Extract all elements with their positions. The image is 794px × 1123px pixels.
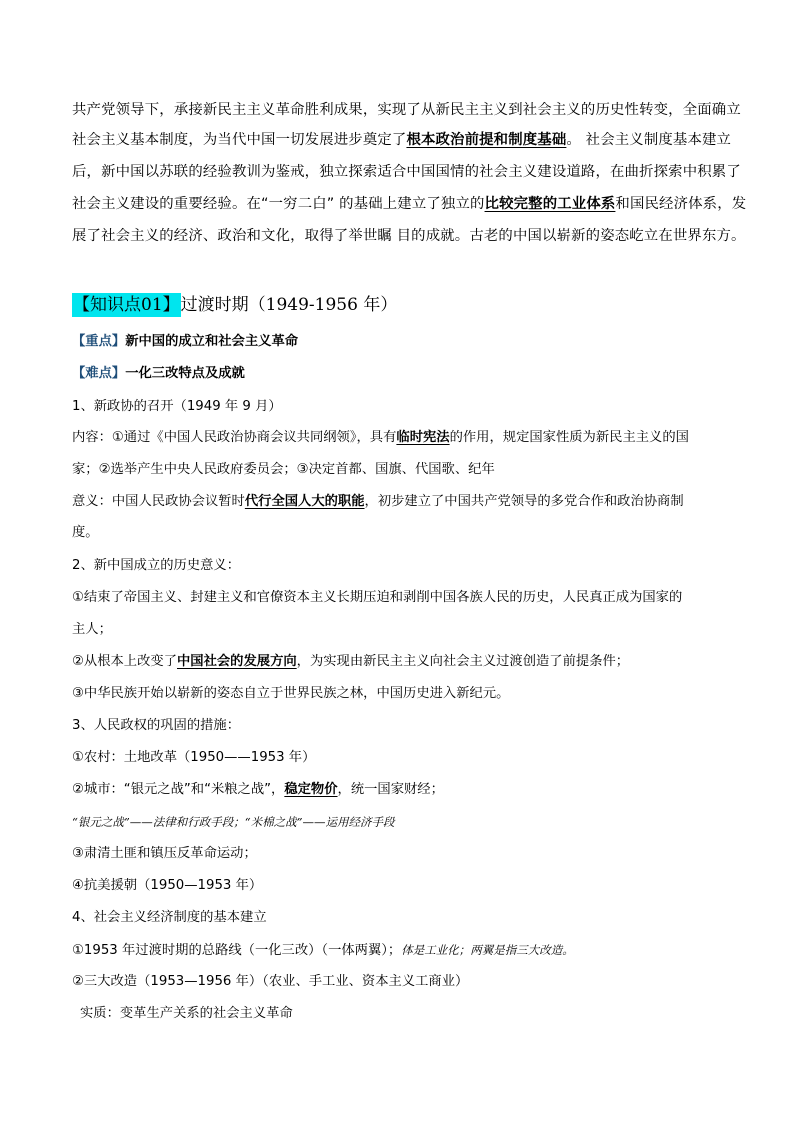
s4-essence: 实质：变革生产关系的社会主义革命 xyxy=(80,1006,293,1021)
s2-item-1-line-1: ①结束了帝国主义、封建主义和官僚资本主义长期压迫和剥削中国各族人民的历史，人民真正成为国家的 xyxy=(72,590,683,605)
s2-item-3: ③中华民族开始以崭新的姿态自立于世界民族之林，中国历史进入新纪元。 xyxy=(72,686,510,701)
key-point: 【重点】新中国的成立和社会主义革命 xyxy=(72,334,299,349)
s1-content-line-2: 家；②选举产生中央人民政府委员会；③决定首都、国旗、代国歌、纪年 xyxy=(72,462,495,477)
s3-item-2: ②城市：“银元之战”和“米粮之战”，稳定物价，统一国家财经； xyxy=(72,782,444,797)
emphasis-text: 临时宪法 xyxy=(396,430,450,445)
s3-item-3: ③肃清土匪和镇压反革命运动； xyxy=(72,846,257,861)
emphasis-text: 代行全国人大的职能 xyxy=(244,494,365,509)
s3-title: 3、人民政权的巩固的措施： xyxy=(72,718,241,733)
s2-item-2: ②从根本上改变了中国社会的发展方向，为实现由新民主主义向社会主义过渡创造了前提条件； xyxy=(72,654,630,669)
s3-item-4: ④抗美援朝（1950—1953 年） xyxy=(72,878,263,893)
intro-line-1: 共产党领导下，承接新民主主义革命胜利成果，实现了从新民主主义到社会主义的历史性转变，全面确立 xyxy=(72,102,741,118)
intro-line-3: 后，新中国以苏联的经验教训为鉴戒，独立探索适合中国国情的社会主义建设道路，在曲折探索中积累了 xyxy=(72,164,741,180)
s4-title: 4、社会主义经济制度的基本建立 xyxy=(72,910,267,925)
s1-meaning-line-1: 意义：中国人民政协会议暂时代行全国人大的职能，初步建立了中国共产党领导的多党合作和政治协商制 xyxy=(72,494,684,509)
emphasis-text: 稳定物价 xyxy=(284,782,338,797)
s3-note: “银元之战”——法律和行政手段；“米棉之战”——运用经济手段 xyxy=(72,815,395,829)
s4-item-1: ①1953 年过渡时期的总路线（一化三改）（一体两翼）；体是工业化；两翼是指三大改造。 xyxy=(72,943,574,958)
section-heading xyxy=(72,292,397,318)
s2-item-1-line-2: 主人； xyxy=(72,622,112,637)
intro-line-5: 展了社会主义的经济、政治和文化，取得了举世瞩 目的成就。古老的中国以崭新的姿态屹立在世界东方。 xyxy=(72,228,746,244)
s3-item-1: ①农村：土地改革（1950——1953 年） xyxy=(72,750,316,765)
s1-title: 1、新政协的召开（1949 年 9 月） xyxy=(72,399,282,414)
intro-line-2: 社会主义基本制度，为当代中国一切发展进步奠定了根本政治前提和制度基础。 社会主义制度基本建立 xyxy=(72,132,732,148)
s1-meaning-line-2: 度。 xyxy=(72,525,99,540)
s1-content-line-1: 内容：①通过《中国人民政治协商会议共同纲领》，具有临时宪法的作用，规定国家性质为新民主主义的国 xyxy=(72,430,689,445)
s2-title: 2、新中国成立的历史意义： xyxy=(72,558,241,573)
s4-item-2: ②三大改造（1953—1956 年）（农业、手工业、资本主义工商业） xyxy=(72,974,469,989)
knowledge-point-badge: 【知识点01】 xyxy=(73,295,180,315)
intro-line-4: 社会主义建设的重要经验。在“一穷二白” 的基础上建立了独立的比较完整的工业体系和国民经济体系，发 xyxy=(72,196,747,212)
emphasis-text: 比较完整的工业体系 xyxy=(484,196,616,212)
emphasis-text: 中国社会的发展方向 xyxy=(177,654,297,669)
section-title: 过渡时期（1949-1956 年） xyxy=(180,295,398,315)
emphasis-text: 根本政治前提和制度基础 xyxy=(406,132,567,148)
difficult-point: 【难点】一化三改特点及成就 xyxy=(72,366,245,381)
